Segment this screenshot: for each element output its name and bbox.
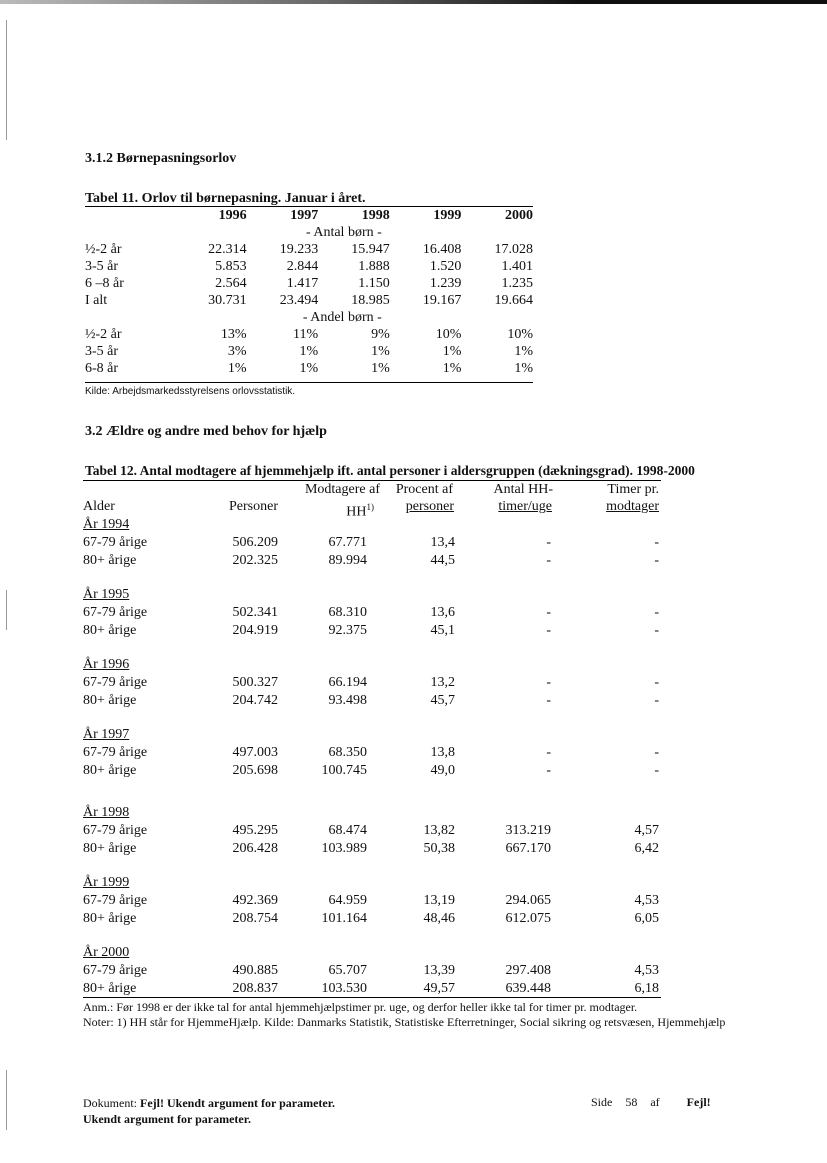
table-row: 67-79 årige 506.209 67.771 13,4 - - xyxy=(83,535,659,550)
table-row: 6-8 år 1% 1% 1% 1% 1% xyxy=(85,361,533,376)
year-label: År 2000 xyxy=(83,945,130,960)
footer-page-number: 58 xyxy=(625,1095,638,1109)
section-heading-312: 3.1.2 Børnepasningsorlov xyxy=(85,151,237,166)
table11-year: 2000 xyxy=(505,208,533,223)
col-header-procent-l2: personer xyxy=(405,499,454,514)
col-header-timer-l2: modtager xyxy=(606,499,659,514)
table12-top-rule xyxy=(83,480,661,481)
col-header-procent-l1: Procent af xyxy=(395,482,453,497)
margin-scan-mark xyxy=(6,590,7,630)
col-header-personer: Personer xyxy=(229,499,278,514)
footer-doc-error: Fejl! Ukendt argument for parameter. xyxy=(140,1096,335,1110)
table-row: 80+ årige 204.742 93.498 45,7 - - xyxy=(83,693,659,708)
margin-scan-mark xyxy=(6,1070,7,1130)
footer-document xyxy=(83,1095,335,1127)
table-row: 67-79 årige 495.295 68.474 13,82 313.219 4,57 xyxy=(83,823,659,838)
year-group xyxy=(83,874,661,928)
table-row: ½-2 år 13% 11% 9% 10% 10% xyxy=(85,327,533,342)
year-label: År 1994 xyxy=(83,517,130,532)
footer-doc-label: Dokument: xyxy=(83,1096,137,1110)
table-row: 80+ årige 208.754 101.164 48,46 612.075 6,05 xyxy=(83,911,659,926)
table11-bottom-rule xyxy=(85,382,533,383)
footer-doc-error-2: Ukendt argument for parameter. xyxy=(83,1112,251,1126)
table-row: I alt 30.731 23.494 18.985 19.167 19.664 xyxy=(85,293,533,308)
col-header-modtagere-l2: HH$^{1)}$ xyxy=(346,502,374,520)
top-scan-edge xyxy=(0,0,827,4)
table-row: 67-79 årige 490.885 65.707 13,39 297.408 4,53 xyxy=(83,963,659,978)
table-row: 80+ årige 206.428 103.989 50,38 667.170 6,42 xyxy=(83,841,659,856)
year-label: År 1999 xyxy=(83,875,130,890)
table11-year: 1996 xyxy=(218,208,247,223)
year-label: År 1995 xyxy=(83,587,130,602)
year-label: År 1996 xyxy=(83,657,130,672)
table11-year: 1999 xyxy=(433,208,462,223)
table-row: 67-79 årige 492.369 64.959 13,19 294.065 4,53 xyxy=(83,893,659,908)
table12-caption: Tabel 12. Antal modtagere af hjemmehjælp ift. antal personer i aldersgruppen (dækningsgrad). 1998-2000 xyxy=(85,463,695,478)
table-row: 3-5 år 5.853 2.844 1.888 1.520 1.401 xyxy=(85,259,533,274)
col-header-timer-l1: Timer pr. xyxy=(607,482,659,497)
table-row: 6 –8 år 2.564 1.417 1.150 1.239 1.235 xyxy=(85,276,533,291)
year-group xyxy=(83,516,661,570)
footer-total-error: Fejl! xyxy=(686,1095,711,1109)
year-group xyxy=(83,586,661,640)
year-group xyxy=(83,796,661,858)
year-group xyxy=(83,726,661,780)
col-header-antal-l2: timer/uge xyxy=(498,499,552,514)
table11-source: Kilde: Arbejdsmarkedsstyrelsens orlovsstatistik. xyxy=(85,386,296,397)
table12-bottom-rule xyxy=(83,997,661,998)
year-label: År 1998 xyxy=(83,805,130,820)
table11-caption: Tabel 11. Orlov til børnepasning. Januar i året. xyxy=(85,191,366,206)
table12-notes xyxy=(83,1000,773,1030)
table11-subheading-count: - Antal børn - xyxy=(305,225,382,240)
year-group xyxy=(83,656,661,710)
table12-header xyxy=(83,482,661,520)
margin-scan-mark xyxy=(6,20,7,140)
table-row: 80+ årige 208.837 103.530 49,57 639.448 6,18 xyxy=(83,981,659,996)
table11-year: 1998 xyxy=(361,208,390,223)
footer-af-label: af xyxy=(650,1095,660,1109)
table-row: 67-79 årige 497.003 68.350 13,8 - - xyxy=(83,745,659,760)
table12-note-noter: Noter: 1) HH står for HjemmeHjælp. Kilde: Danmarks Statistik, Statistiske Efterretninger, Social sikring og retsvæsen, Hjemmehjælp xyxy=(83,1015,726,1029)
table12-note-anm: Anm.: Før 1998 er der ikke tal for antal hjemmehjælpstimer pr. uge, og derfor heller ikke tal for timer pr. modtager. xyxy=(83,1000,638,1014)
footer-page xyxy=(591,1095,711,1110)
table-row: 80+ årige 202.325 89.994 44,5 - - xyxy=(83,553,659,568)
table11 xyxy=(85,207,533,377)
table-row: ½-2 år 22.314 19.233 15.947 16.408 17.028 xyxy=(85,242,533,257)
table12 xyxy=(83,482,661,998)
col-header-antal-l1: Antal HH- xyxy=(493,482,553,497)
table-row: 3-5 år 3% 1% 1% 1% 1% xyxy=(85,344,533,359)
table-row: 80+ årige 205.698 100.745 49,0 - - xyxy=(83,763,659,778)
year-label: År 1997 xyxy=(83,727,130,742)
table11-subheading-share: - Andel børn - xyxy=(302,310,382,325)
table11-year: 1997 xyxy=(290,208,319,223)
table-row: 67-79 årige 500.327 66.194 13,2 - - xyxy=(83,675,659,690)
table-row: 80+ årige 204.919 92.375 45,1 - - xyxy=(83,623,659,638)
col-header-modtagere-l1: Modtagere af xyxy=(304,482,380,497)
col-header-alder: Alder xyxy=(83,499,115,514)
year-group xyxy=(83,944,661,998)
section-heading-32: 3.2 Ældre og andre med behov for hjælp xyxy=(85,424,327,439)
table-row: 67-79 årige 502.341 68.310 13,6 - - xyxy=(83,605,659,620)
footer-side-label: Side xyxy=(591,1095,613,1109)
table11-header-row xyxy=(85,207,533,224)
